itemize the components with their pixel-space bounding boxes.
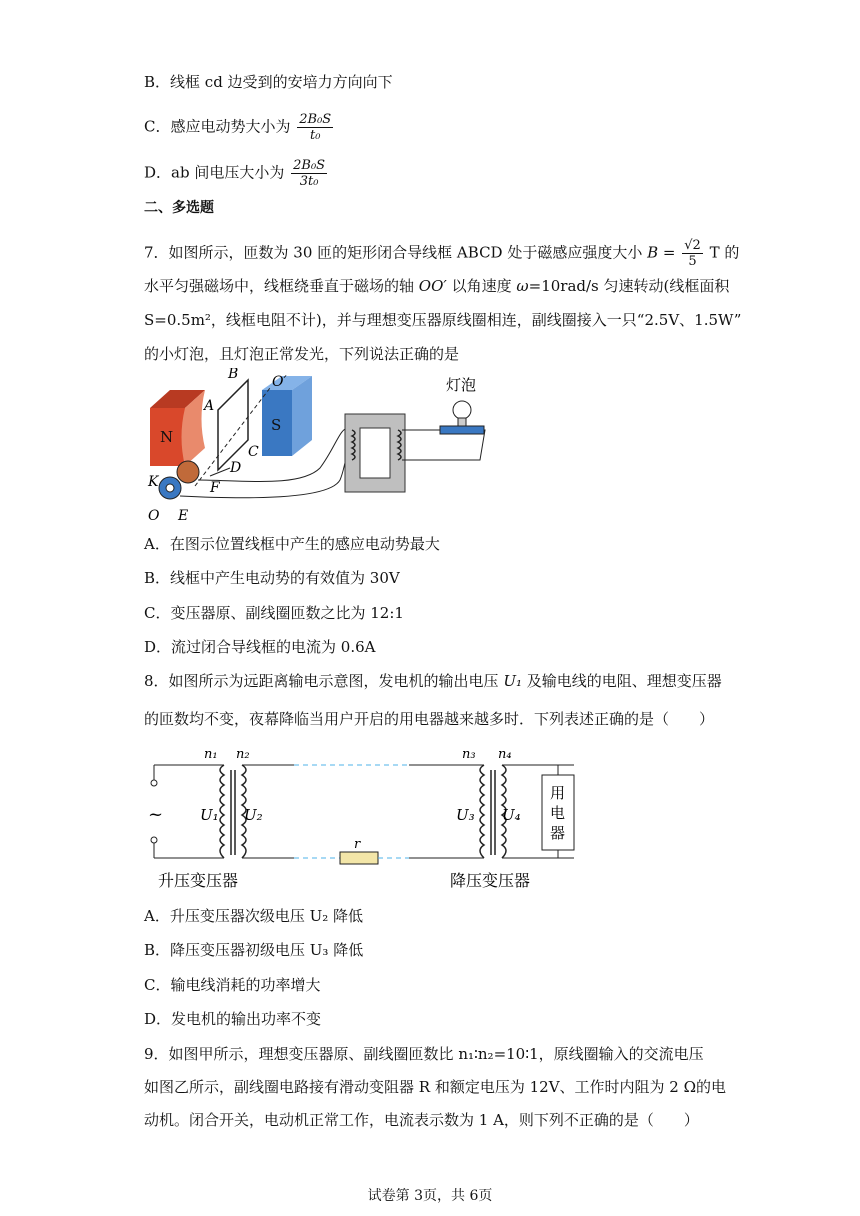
bulb-socket bbox=[458, 418, 466, 426]
q7-text: 7．如图所示，匝数为 30 匝的矩形闭合导线框 ABCD 处于磁感应强度大小 bbox=[144, 243, 643, 262]
q8-option-b: B．降压变压器初级电压 U₃ 降低 bbox=[144, 941, 364, 959]
label-n1: n₁ bbox=[204, 747, 218, 762]
generator-transformer-figure bbox=[140, 368, 500, 528]
slip-ring-f bbox=[177, 461, 199, 483]
step-up-label: 升压变压器 bbox=[158, 871, 239, 890]
label-n3: n₃ bbox=[462, 747, 476, 762]
bulb-base bbox=[440, 426, 484, 434]
terminal bbox=[151, 837, 157, 843]
ac-source-symbol: ~ bbox=[148, 804, 164, 825]
q8-line-1 bbox=[144, 671, 722, 691]
label-b: B bbox=[228, 368, 239, 382]
axle-end bbox=[166, 484, 174, 492]
q7-axis-symbol: OO′ bbox=[418, 277, 447, 295]
lead-wire bbox=[210, 468, 230, 476]
q8-text: 8．如图所示为远距离输电示意图，发电机的输出电压 bbox=[144, 672, 499, 690]
q7-omega-symbol: ω bbox=[516, 277, 529, 295]
q8-option-c: C．输电线消耗的功率增大 bbox=[144, 976, 321, 994]
label-e: E bbox=[178, 508, 189, 524]
q7-option-a: A．在图示位置线框中产生的感应电动势最大 bbox=[144, 535, 440, 553]
label-f: F bbox=[210, 480, 220, 496]
q7-text: =10rad/s 匀速转动(线框面积 bbox=[528, 277, 730, 295]
q7-line-1 bbox=[144, 238, 739, 269]
fraction-numerator: √2 bbox=[684, 238, 701, 253]
label-o-prime: O′ bbox=[272, 374, 287, 390]
q8-text: 及输电线的电阻、理想变压器 bbox=[526, 672, 722, 690]
label-u2: U₂ bbox=[244, 806, 263, 824]
label-n2: n₂ bbox=[236, 747, 250, 762]
load-char-3: 器 bbox=[550, 824, 566, 842]
transformer-window bbox=[360, 428, 390, 478]
label-n4: n₄ bbox=[498, 747, 512, 762]
label-u4: U₄ bbox=[502, 806, 521, 824]
q6-option-c-label: C．感应电动势大小为 bbox=[144, 117, 291, 136]
bulb-label: 灯泡 bbox=[446, 376, 477, 394]
coil-frame bbox=[218, 380, 248, 470]
q7-line-4: 的小灯泡，且灯泡正常发光，下列说法正确的是 bbox=[144, 345, 460, 363]
line-resistor bbox=[340, 852, 378, 864]
q7-option-b: B．线框中产生电动势的有效值为 30V bbox=[144, 569, 400, 587]
label-k: K bbox=[148, 474, 159, 490]
label-u1: U₁ bbox=[200, 806, 219, 824]
q7-b-symbol: B = bbox=[647, 243, 676, 262]
label-r: r bbox=[354, 837, 361, 852]
q7-option-c: C．变压器原、副线圈匝数之比为 12:1 bbox=[144, 604, 404, 622]
q8-u1-symbol: U₁ bbox=[503, 672, 522, 690]
fraction-denominator: t₀ bbox=[310, 128, 321, 143]
magnet-s-side bbox=[292, 376, 312, 456]
bulb-wire-top bbox=[402, 430, 440, 432]
q6-option-d-fraction bbox=[291, 158, 327, 189]
terminal bbox=[151, 780, 157, 786]
label-c: C bbox=[248, 444, 259, 460]
fraction-numerator: 2B₀S bbox=[293, 158, 326, 173]
magnet-n-label: N bbox=[160, 428, 174, 446]
magnet-s-label: S bbox=[271, 416, 282, 434]
q7-line-3: S=0.5m²，线框电阻不计)，并与理想变压器原线圈相连，副线圈接入一只“2.5V、1.5W” bbox=[144, 311, 742, 329]
q9-line-3: 动机。闭合开关，电动机正常工作，电流表示数为 1 A，则下列不正确的是（ ） bbox=[144, 1111, 699, 1129]
q6-option-b: B．线框 cd 边受到的安培力方向向下 bbox=[144, 73, 393, 91]
q7-text: T 的 bbox=[709, 243, 740, 262]
q8-option-d: D．发电机的输出功率不变 bbox=[144, 1010, 322, 1028]
page-footer: 试卷第 3页，共 6页 bbox=[367, 1188, 493, 1204]
section-title: 二、多选题 bbox=[144, 200, 214, 216]
q8-line-2: 的匝数均不变，夜幕降临当用户开启的用电器越来越多时．下列表述正确的是（ ） bbox=[144, 710, 715, 728]
q6-option-c-fraction bbox=[297, 112, 333, 143]
power-transmission-figure bbox=[144, 740, 594, 895]
step-down-label: 降压变压器 bbox=[450, 871, 531, 890]
q7-text: 水平匀强磁场中，线框绕垂直于磁场的轴 bbox=[144, 277, 415, 295]
q7-line-2 bbox=[144, 276, 729, 296]
label-o: O bbox=[148, 508, 160, 524]
q6-option-d bbox=[144, 158, 329, 189]
q7-text: 以角速度 bbox=[451, 277, 512, 295]
step-up-primary-coil bbox=[220, 765, 224, 858]
step-down-primary-coil bbox=[480, 765, 484, 858]
q6-option-d-label: D．ab 间电压大小为 bbox=[144, 163, 285, 182]
label-d: D bbox=[230, 460, 242, 476]
label-u3: U₃ bbox=[456, 806, 475, 824]
load-char-1: 用 bbox=[550, 784, 566, 802]
fraction-denominator: 3t₀ bbox=[299, 174, 319, 189]
fraction-numerator: 2B₀S bbox=[299, 112, 332, 127]
load-char-2: 电 bbox=[550, 804, 566, 822]
label-a: A bbox=[204, 398, 215, 414]
q8-option-a: A．升压变压器次级电压 U₂ 降低 bbox=[144, 907, 364, 925]
q9-line-1: 9．如图甲所示，理想变压器原、副线圈匝数比 n₁∶n₂=10∶1，原线圈输入的交流电压 bbox=[144, 1045, 704, 1063]
bulb-icon bbox=[453, 401, 471, 419]
fraction-denominator: 5 bbox=[688, 254, 697, 269]
q9-line-2: 如图乙所示，副线圈电路接有滑动变阻器 R 和额定电压为 12V、工作时内阻为 2 Ω的电 bbox=[144, 1078, 727, 1096]
q6-option-c bbox=[144, 112, 335, 143]
q7-b-fraction bbox=[682, 238, 703, 269]
q7-option-d: D．流过闭合导线框的电流为 0.6A bbox=[144, 638, 376, 656]
